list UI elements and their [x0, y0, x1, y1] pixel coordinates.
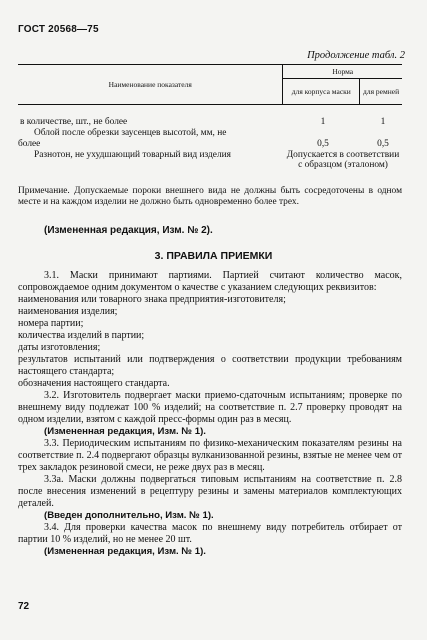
norm-table-body — [18, 117, 402, 180]
list-item: обозначения настоящего стандарта. — [18, 378, 170, 389]
paragraph-3-1: 3.1. Маски принимают партиями. Партией считают количество масок, сопровождаемое одним документом о качестве с указанием следующих реквизитов: — [18, 270, 402, 293]
table-row: Облой после обрезки заусенцев высотой, мм, не — [34, 128, 227, 138]
table-note: Примечание. Допускаемые пороки внешнего вида не должны быть сосредоточены в одном месте и на каждом изделии не должно быть одновременно более трех. — [18, 186, 402, 207]
amendment-note: (Введен дополнительно, Изм. № 1). — [44, 510, 214, 521]
table-row: в количестве, шт., не более 1 1 — [20, 117, 386, 127]
section-title: 3. ПРАВИЛА ПРИЕМКИ — [154, 250, 273, 262]
norm-table-header — [18, 64, 402, 105]
col-indicator-header: Наименование показателя — [18, 65, 283, 105]
list-item: наименования или товарного знака предприятия-изготовителя; — [18, 294, 286, 305]
list-item: наименования изделия; — [18, 306, 118, 317]
section-body — [18, 270, 402, 558]
amendment-note: (Измененная редакция, Изм. № 1). — [44, 426, 206, 437]
paragraph-3-3: 3.3. Периодическим испытаниям по физико-механическим показателям резины на соответствие п. 2.4 подвергают образцы вулканизованной резины, взятые не менее чем от трех закладок резиновой смеси, не реже двух раз в месяц. — [18, 438, 402, 473]
col-norm-header: Норма — [283, 65, 402, 79]
table-row: Разнотон, не ухудшающий товарный вид изделия Допускается в соответствии с образцом (эталоном) — [34, 150, 400, 170]
paragraph-3-2: 3.2. Изготовитель подвергает маски приемо-сдаточным испытаниям; проверке по внешнему виду подлежат 100 % изделий; на соответствие п. 2.7 проверку проводят на одном изделии, взятом с каждой пресс-формы один раз в месяц. — [18, 390, 402, 425]
list-item: даты изготовления; — [18, 342, 101, 353]
list-item: количества изделий в партии; — [18, 330, 145, 341]
list-item: номера партии; — [18, 318, 84, 329]
col-body-header: для корпуса маски — [283, 79, 360, 105]
col-straps-header: для ремней — [360, 79, 402, 105]
paragraph-3-3a: 3.3а. Маски должны подвергаться типовым испытаниям на соответствие п. 2.8 после внесения изменений в рецептуру резины и замены материалов комплектующих деталей. — [18, 474, 402, 509]
list-item: результатов испытаний или подтверждения о соответствии продукции требованиям настоящего стандарта; — [18, 354, 402, 377]
table-continuation-label: Продолжение табл. 2 — [307, 50, 405, 61]
amendment-note: (Измененная редакция, Изм. № 2). — [44, 225, 213, 236]
standard-code: ГОСТ 20568—75 — [18, 24, 99, 35]
amendment-note: (Измененная редакция, Изм. № 1). — [44, 546, 206, 557]
paragraph-3-4: 3.4. Для проверки качества масок по внешнему виду потребитель отбирает от партии 10 % изделий, но не менее 20 шт. — [18, 522, 402, 545]
table-row: более 0,5 0,5 — [18, 139, 389, 149]
page-number: 72 — [18, 601, 30, 612]
